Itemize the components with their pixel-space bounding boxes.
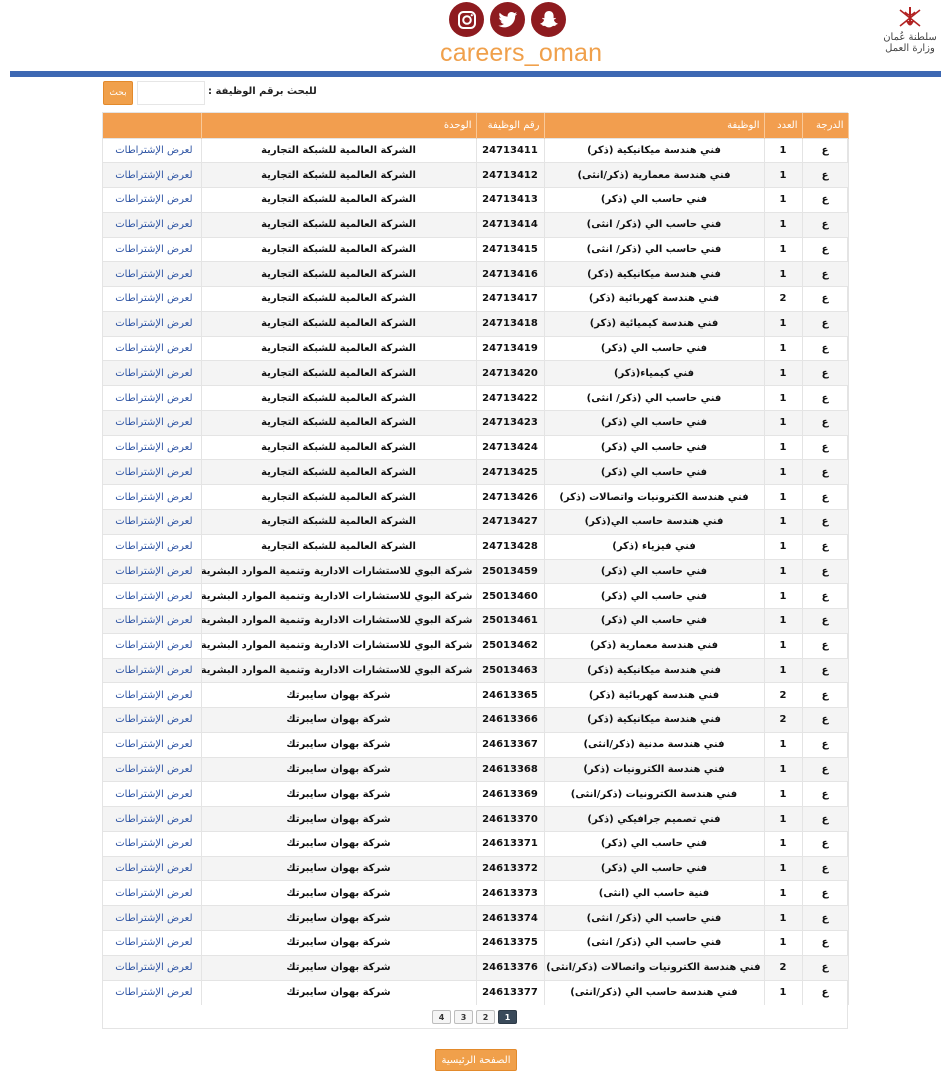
unit-cell: شركة البوي للاستشارات الادارية وتنمية الموارد البشرية <box>201 658 476 683</box>
grade-cell: ع <box>802 361 848 386</box>
job-title-cell: فني حاسب الي (ذكر) <box>544 460 764 485</box>
count-cell: 1 <box>764 361 802 386</box>
table-row <box>103 881 848 906</box>
count-cell: 1 <box>764 336 802 361</box>
grade-cell: ع <box>802 509 848 534</box>
search-button[interactable]: بحث <box>103 81 133 105</box>
khanjar-emblem-icon <box>896 6 924 32</box>
requirements-link[interactable]: لعرض الإشتراطات <box>103 163 201 188</box>
unit-cell: شركة بهوان سايبرتك <box>201 757 476 782</box>
count-cell: 1 <box>764 138 802 163</box>
job-number-cell: 25013459 <box>476 559 544 584</box>
count-cell: 1 <box>764 163 802 188</box>
unit-cell: الشركة العالمية للشبكة التجارية <box>201 386 476 411</box>
grade-cell: ع <box>802 931 848 956</box>
requirements-link[interactable]: لعرض الإشتراطات <box>103 534 201 559</box>
job-number-cell: 24613365 <box>476 683 544 708</box>
grade-cell: ع <box>802 386 848 411</box>
job-title-cell: فني حاسب الي (ذكر) <box>544 559 764 584</box>
header <box>0 0 950 72</box>
job-number-cell: 24613373 <box>476 881 544 906</box>
job-title-cell: فني حاسب الي (ذكر/ انثى) <box>544 212 764 237</box>
requirements-link[interactable]: لعرض الإشتراطات <box>103 732 201 757</box>
table-row <box>103 708 848 733</box>
unit-cell: الشركة العالمية للشبكة التجارية <box>201 485 476 510</box>
search-label: للبحث برقم الوظيفة : <box>208 86 317 97</box>
grade-cell: ع <box>802 980 848 1005</box>
job-title-cell: فني حاسب الي (ذكر) <box>544 856 764 881</box>
home-page-button[interactable]: الصفحة الرئيسية <box>435 1049 517 1071</box>
requirements-link[interactable]: لعرض الإشتراطات <box>103 658 201 683</box>
job-number-cell: 24613371 <box>476 831 544 856</box>
unit-cell: الشركة العالمية للشبكة التجارية <box>201 237 476 262</box>
requirements-link[interactable]: لعرض الإشتراطات <box>103 683 201 708</box>
job-number-cell: 24713420 <box>476 361 544 386</box>
grade-cell: ع <box>802 609 848 634</box>
snapchat-icon[interactable] <box>531 2 566 37</box>
table-row <box>103 138 848 163</box>
table-row <box>103 410 848 435</box>
job-title-cell: فني هندسة حاسب الي (ذكر/انثى) <box>544 980 764 1005</box>
table-row <box>103 534 848 559</box>
count-cell: 1 <box>764 732 802 757</box>
unit-cell: الشركة العالمية للشبكة التجارية <box>201 287 476 312</box>
table-row <box>103 906 848 931</box>
col-header-job-number: رقم الوظيفة <box>476 113 544 138</box>
unit-cell: شركة بهوان سايبرتك <box>201 831 476 856</box>
grade-cell: ع <box>802 757 848 782</box>
unit-cell: الشركة العالمية للشبكة التجارية <box>201 460 476 485</box>
table-row <box>103 683 848 708</box>
table-row <box>103 163 848 188</box>
job-number-cell: 24713426 <box>476 485 544 510</box>
job-title-cell: فني هندسة الكترونيات واتصالات (ذكر) <box>544 485 764 510</box>
job-number-cell: 25013460 <box>476 584 544 609</box>
search-row <box>103 81 848 105</box>
job-number-cell: 24613375 <box>476 931 544 956</box>
job-title-cell: فني هندسة كهربائية (ذكر) <box>544 683 764 708</box>
page-1-button[interactable]: 1 <box>498 1010 517 1024</box>
unit-cell: الشركة العالمية للشبكة التجارية <box>201 163 476 188</box>
table-header-row <box>103 113 848 138</box>
grade-cell: ع <box>802 311 848 336</box>
job-number-cell: 24713414 <box>476 212 544 237</box>
requirements-link[interactable]: لعرض الإشتراطات <box>103 708 201 733</box>
count-cell: 1 <box>764 559 802 584</box>
table-row <box>103 732 848 757</box>
table-row <box>103 287 848 312</box>
unit-cell: شركة بهوان سايبرتك <box>201 782 476 807</box>
requirements-link[interactable]: لعرض الإشتراطات <box>103 485 201 510</box>
table-row <box>103 955 848 980</box>
grade-cell: ع <box>802 807 848 832</box>
grade-cell: ع <box>802 856 848 881</box>
table-body <box>103 138 848 1005</box>
table-row <box>103 361 848 386</box>
job-number-search-input[interactable] <box>137 81 205 105</box>
table-row <box>103 584 848 609</box>
count-cell: 1 <box>764 460 802 485</box>
job-number-cell: 24713427 <box>476 509 544 534</box>
grade-cell: ع <box>802 237 848 262</box>
job-title-cell: فني حاسب الي (ذكر) <box>544 336 764 361</box>
job-title-cell: فني هندسة كهربائية (ذكر) <box>544 287 764 312</box>
table-row <box>103 212 848 237</box>
count-cell: 1 <box>764 980 802 1005</box>
count-cell: 1 <box>764 881 802 906</box>
job-title-cell: فني حاسب الي (ذكر) <box>544 609 764 634</box>
table-row <box>103 831 848 856</box>
unit-cell: شركة بهوان سايبرتك <box>201 807 476 832</box>
job-title-cell: فني هندسة ميكانيكية (ذكر) <box>544 658 764 683</box>
table-row <box>103 559 848 584</box>
job-title-cell: فني هندسة ميكانيكية (ذكر) <box>544 138 764 163</box>
job-title-cell: فني هندسة الكترونيات (ذكر/انثى) <box>544 782 764 807</box>
count-cell: 1 <box>764 237 802 262</box>
job-title-cell: فني حاسب الي (ذكر) <box>544 410 764 435</box>
requirements-link[interactable]: لعرض الإشتراطات <box>103 609 201 634</box>
unit-cell: الشركة العالمية للشبكة التجارية <box>201 361 476 386</box>
job-title-cell: فني حاسب الي (ذكر) <box>544 188 764 213</box>
table-row <box>103 509 848 534</box>
requirements-link[interactable]: لعرض الإشتراطات <box>103 906 201 931</box>
count-cell: 1 <box>764 386 802 411</box>
grade-cell: ع <box>802 831 848 856</box>
grade-cell: ع <box>802 262 848 287</box>
count-cell: 1 <box>764 757 802 782</box>
table-row <box>103 460 848 485</box>
grade-cell: ع <box>802 881 848 906</box>
job-title-cell: فني هندسة حاسب الي(ذكر) <box>544 509 764 534</box>
job-number-cell: 24713424 <box>476 435 544 460</box>
requirements-link[interactable]: لعرض الإشتراطات <box>103 386 201 411</box>
grade-cell: ع <box>802 212 848 237</box>
count-cell: 1 <box>764 609 802 634</box>
unit-cell: شركة بهوان سايبرتك <box>201 683 476 708</box>
job-number-cell: 25013463 <box>476 658 544 683</box>
job-number-cell: 24713416 <box>476 262 544 287</box>
requirements-link[interactable]: لعرض الإشتراطات <box>103 237 201 262</box>
job-title-cell: فني هندسة كيميائية (ذكر) <box>544 311 764 336</box>
count-cell: 1 <box>764 410 802 435</box>
count-cell: 1 <box>764 633 802 658</box>
count-cell: 1 <box>764 311 802 336</box>
grade-cell: ع <box>802 460 848 485</box>
grade-cell: ع <box>802 336 848 361</box>
unit-cell: الشركة العالمية للشبكة التجارية <box>201 188 476 213</box>
job-number-cell: 24713418 <box>476 311 544 336</box>
job-title-cell: فني هندسة ميكانيكية (ذكر) <box>544 708 764 733</box>
unit-cell: الشركة العالمية للشبكة التجارية <box>201 336 476 361</box>
requirements-link[interactable]: لعرض الإشتراطات <box>103 584 201 609</box>
grade-cell: ع <box>802 708 848 733</box>
requirements-link[interactable]: لعرض الإشتراطات <box>103 212 201 237</box>
count-cell: 1 <box>764 856 802 881</box>
requirements-link[interactable]: لعرض الإشتراطات <box>103 262 201 287</box>
unit-cell: شركة بهوان سايبرتك <box>201 955 476 980</box>
grade-cell: ع <box>802 163 848 188</box>
unit-cell: شركة بهوان سايبرتك <box>201 931 476 956</box>
grade-cell: ع <box>802 658 848 683</box>
grade-cell: ع <box>802 906 848 931</box>
logo-text-line2: وزارة العمل <box>885 43 935 54</box>
requirements-link[interactable]: لعرض الإشتراطات <box>103 509 201 534</box>
count-cell: 1 <box>764 485 802 510</box>
table-row <box>103 658 848 683</box>
job-number-cell: 24613377 <box>476 980 544 1005</box>
pagination <box>432 1010 517 1024</box>
count-cell: 1 <box>764 906 802 931</box>
count-cell: 1 <box>764 658 802 683</box>
unit-cell: الشركة العالمية للشبكة التجارية <box>201 262 476 287</box>
unit-cell: الشركة العالمية للشبكة التجارية <box>201 410 476 435</box>
requirements-link[interactable]: لعرض الإشتراطات <box>103 782 201 807</box>
job-number-cell: 24613370 <box>476 807 544 832</box>
requirements-link[interactable]: لعرض الإشتراطات <box>103 831 201 856</box>
job-number-cell: 24613367 <box>476 732 544 757</box>
count-cell: 2 <box>764 955 802 980</box>
requirements-link[interactable]: لعرض الإشتراطات <box>103 336 201 361</box>
col-header-job: الوظيفة <box>544 113 764 138</box>
col-header-count: العدد <box>764 113 802 138</box>
table-row <box>103 782 848 807</box>
job-number-cell: 24613376 <box>476 955 544 980</box>
unit-cell: شركة بهوان سايبرتك <box>201 856 476 881</box>
unit-cell: الشركة العالمية للشبكة التجارية <box>201 435 476 460</box>
unit-cell: شركة بهوان سايبرتك <box>201 708 476 733</box>
grade-cell: ع <box>802 683 848 708</box>
grade-cell: ع <box>802 955 848 980</box>
job-title-cell: فني حاسب الي (ذكر/ انثى) <box>544 237 764 262</box>
count-cell: 1 <box>764 212 802 237</box>
requirements-link[interactable]: لعرض الإشتراطات <box>103 138 201 163</box>
requirements-link[interactable]: لعرض الإشتراطات <box>103 188 201 213</box>
job-number-cell: 24613366 <box>476 708 544 733</box>
unit-cell: الشركة العالمية للشبكة التجارية <box>201 212 476 237</box>
table-row <box>103 609 848 634</box>
grade-cell: ع <box>802 534 848 559</box>
ministry-logo <box>884 6 936 60</box>
table-row <box>103 485 848 510</box>
table-row <box>103 757 848 782</box>
requirements-link[interactable]: لعرض الإشتراطات <box>103 559 201 584</box>
count-cell: 1 <box>764 534 802 559</box>
grade-cell: ع <box>802 138 848 163</box>
table-row <box>103 188 848 213</box>
unit-cell: شركة بهوان سايبرتك <box>201 732 476 757</box>
requirements-link[interactable]: لعرض الإشتراطات <box>103 757 201 782</box>
job-number-cell: 24613374 <box>476 906 544 931</box>
unit-cell: الشركة العالمية للشبكة التجارية <box>201 534 476 559</box>
table-row <box>103 311 848 336</box>
logo-text-line1: سلطنة عُمان <box>883 32 937 43</box>
job-number-cell: 24713428 <box>476 534 544 559</box>
table-row <box>103 336 848 361</box>
job-title-cell: فني فيزياء (ذكر) <box>544 534 764 559</box>
table-row <box>103 931 848 956</box>
job-number-cell: 24613369 <box>476 782 544 807</box>
requirements-link[interactable]: لعرض الإشتراطات <box>103 435 201 460</box>
grade-cell: ع <box>802 188 848 213</box>
count-cell: 1 <box>764 807 802 832</box>
requirements-link[interactable]: لعرض الإشتراطات <box>103 633 201 658</box>
job-title-cell: فني كيمياء(ذكر) <box>544 361 764 386</box>
requirements-link[interactable]: لعرض الإشتراطات <box>103 460 201 485</box>
jobs-table <box>102 112 848 1029</box>
job-title-cell: فني حاسب الي (ذكر) <box>544 584 764 609</box>
requirements-link[interactable]: لعرض الإشتراطات <box>103 361 201 386</box>
requirements-link[interactable]: لعرض الإشتراطات <box>103 980 201 1005</box>
unit-cell: الشركة العالمية للشبكة التجارية <box>201 311 476 336</box>
job-title-cell: فنية حاسب الي (انثى) <box>544 881 764 906</box>
social-links <box>449 2 566 37</box>
unit-cell: شركة البوي للاستشارات الادارية وتنمية الموارد البشرية <box>201 609 476 634</box>
count-cell: 1 <box>764 509 802 534</box>
requirements-link[interactable]: لعرض الإشتراطات <box>103 955 201 980</box>
job-number-cell: 24713415 <box>476 237 544 262</box>
page-2-button[interactable]: 2 <box>476 1010 495 1024</box>
job-title-cell: فني حاسب الي (ذكر/ انثى) <box>544 906 764 931</box>
col-header-grade: الدرجة <box>802 113 848 138</box>
instagram-icon[interactable] <box>449 2 484 37</box>
requirements-link[interactable]: لعرض الإشتراطات <box>103 881 201 906</box>
job-number-cell: 24713425 <box>476 460 544 485</box>
job-title-cell: فني حاسب الي (ذكر) <box>544 435 764 460</box>
grade-cell: ع <box>802 485 848 510</box>
table-row <box>103 807 848 832</box>
job-number-cell: 24613368 <box>476 757 544 782</box>
col-header-unit: الوحدة <box>201 113 476 138</box>
job-number-cell: 24713417 <box>476 287 544 312</box>
page-4-button[interactable]: 4 <box>432 1010 451 1024</box>
table-row <box>103 386 848 411</box>
job-title-cell: فني حاسب الي (ذكر/ انثى) <box>544 386 764 411</box>
job-title-cell: فني حاسب الي (ذكر) <box>544 831 764 856</box>
count-cell: 1 <box>764 262 802 287</box>
job-title-cell: فني هندسة ميكانيكية (ذكر) <box>544 262 764 287</box>
table-row <box>103 237 848 262</box>
count-cell: 2 <box>764 683 802 708</box>
job-title-cell: فني تصميم جرافيكي (ذكر) <box>544 807 764 832</box>
twitter-icon[interactable] <box>490 2 525 37</box>
count-cell: 1 <box>764 435 802 460</box>
unit-cell: شركة البوي للاستشارات الادارية وتنمية الموارد البشرية <box>201 584 476 609</box>
brand-title: careers_oman <box>440 39 603 67</box>
requirements-link[interactable]: لعرض الإشتراطات <box>103 931 201 956</box>
table-row <box>103 980 848 1005</box>
grade-cell: ع <box>802 435 848 460</box>
job-title-cell: فني هندسة مدنية (ذكر/انثى) <box>544 732 764 757</box>
grade-cell: ع <box>802 633 848 658</box>
count-cell: 2 <box>764 708 802 733</box>
grade-cell: ع <box>802 410 848 435</box>
grade-cell: ع <box>802 782 848 807</box>
job-number-cell: 24713412 <box>476 163 544 188</box>
unit-cell: الشركة العالمية للشبكة التجارية <box>201 509 476 534</box>
unit-cell: شركة البوي للاستشارات الادارية وتنمية الموارد البشرية <box>201 559 476 584</box>
requirements-link[interactable]: لعرض الإشتراطات <box>103 410 201 435</box>
table-row <box>103 435 848 460</box>
col-header-link <box>103 113 201 138</box>
job-number-cell: 24713422 <box>476 386 544 411</box>
job-number-cell: 25013461 <box>476 609 544 634</box>
table-row <box>103 856 848 881</box>
count-cell: 1 <box>764 931 802 956</box>
table-row <box>103 262 848 287</box>
unit-cell: شركة بهوان سايبرتك <box>201 906 476 931</box>
job-number-cell: 24713413 <box>476 188 544 213</box>
job-title-cell: فني حاسب الي (ذكر/ انثى) <box>544 931 764 956</box>
job-number-cell: 24713411 <box>476 138 544 163</box>
job-number-cell: 24613372 <box>476 856 544 881</box>
grade-cell: ع <box>802 732 848 757</box>
job-title-cell: فني هندسة معمارية (ذكر) <box>544 633 764 658</box>
table-row <box>103 633 848 658</box>
grade-cell: ع <box>802 287 848 312</box>
count-cell: 1 <box>764 782 802 807</box>
unit-cell: شركة بهوان سايبرتك <box>201 980 476 1005</box>
unit-cell: شركة بهوان سايبرتك <box>201 881 476 906</box>
requirements-link[interactable]: لعرض الإشتراطات <box>103 856 201 881</box>
count-cell: 1 <box>764 584 802 609</box>
count-cell: 1 <box>764 831 802 856</box>
header-divider <box>10 71 941 77</box>
page-3-button[interactable]: 3 <box>454 1010 473 1024</box>
requirements-link[interactable]: لعرض الإشتراطات <box>103 287 201 312</box>
grade-cell: ع <box>802 559 848 584</box>
unit-cell: الشركة العالمية للشبكة التجارية <box>201 138 476 163</box>
job-number-cell: 24713423 <box>476 410 544 435</box>
job-title-cell: فني هندسة الكترونيات واتصالات (ذكر/انثى) <box>544 955 764 980</box>
job-title-cell: فني هندسة معمارية (ذكر/انثى) <box>544 163 764 188</box>
grade-cell: ع <box>802 584 848 609</box>
requirements-link[interactable]: لعرض الإشتراطات <box>103 311 201 336</box>
count-cell: 1 <box>764 188 802 213</box>
job-title-cell: فني هندسة الكترونيات (ذكر) <box>544 757 764 782</box>
requirements-link[interactable]: لعرض الإشتراطات <box>103 807 201 832</box>
count-cell: 2 <box>764 287 802 312</box>
job-number-cell: 24713419 <box>476 336 544 361</box>
unit-cell: شركة البوي للاستشارات الادارية وتنمية الموارد البشرية <box>201 633 476 658</box>
job-number-cell: 25013462 <box>476 633 544 658</box>
